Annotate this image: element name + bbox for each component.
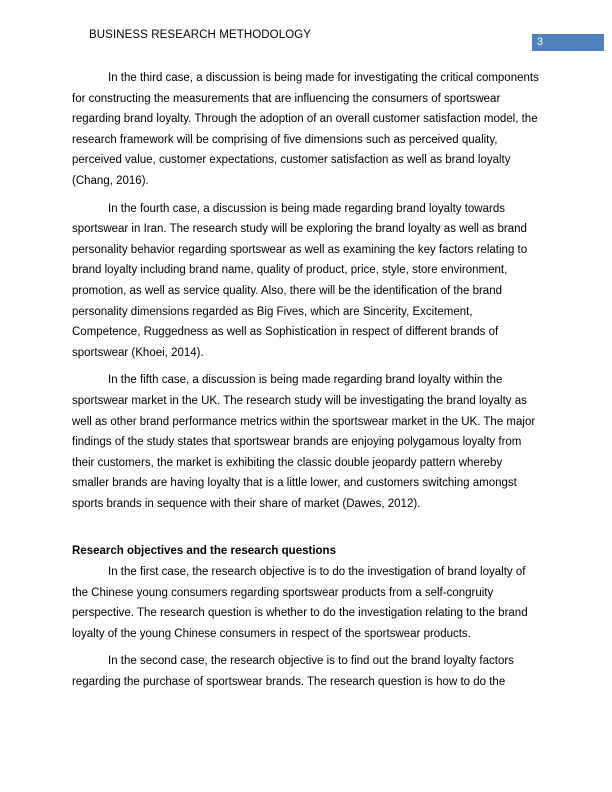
paragraph-second-case: In the second case, the research objective is to find out the brand loyalty factors regarding the purchase of sportswear brands. The research question is how to do the [72, 655, 514, 689]
page-number-badge: 3 [532, 34, 604, 51]
section-heading: Research objectives and the research questions [72, 545, 336, 558]
paragraph-fourth-case: In the fourth case, a discussion is being made regarding brand loyalty towards sportswear in Iran. The research study will be exploring the brand loyalty as well as brand personality behavior regarding sportswear as well as examining the key factors relating to brand loyalty including brand name, quality of product, price, style, store environment, promotion, as well as service quality. Also, there will be the identification of the brand personality dimensions regarded as Big Fives, which are Sincerity, Excitement, Competence, Ruggedness as well as Sophistication in respect of different brands of sportswear (Khoei, 2014). [72, 202, 528, 359]
paragraph-third-case: In the third case, a discussion is being made for investigating the critical components for constructing the measurements that are influencing the consumers of sportswear regarding brand loyalty. Through the adoption of an overall customer satisfaction model, the research framework will be comprising of five dimensions such as perceived quality, perceived value, customer expectations, customer satisfaction as well as brand loyalty (Chang, 2016). [72, 72, 539, 187]
document-body [72, 68, 542, 700]
running-header: BUSINESS RESEARCH METHODOLOGY [89, 29, 312, 41]
paragraph-fifth-case: In the fifth case, a discussion is being made regarding brand loyalty within the sportswear market in the UK. The research study will be investigating the brand loyalty as well as other brand performance metrics within the sportswear market in the UK. The major findings of the study states that sportswear brands are enjoying polygamous loyalty from their customers, the market is exhibiting the classic double jeopardy pattern whereby smaller brands are having loyalty that is a little lower, and customers switching amongst sports brands in sequence with their share of market (Dawes, 2012). [72, 374, 536, 510]
paragraph-first-case: In the first case, the research objective is to do the investigation of brand loyalty of the Chinese young consumers regarding sportswear products from a self-congruity perspective. The research question is whether to do the investigation relating to the brand loyalty of the young Chinese consumers in respect of the sportswear products. [72, 566, 528, 640]
